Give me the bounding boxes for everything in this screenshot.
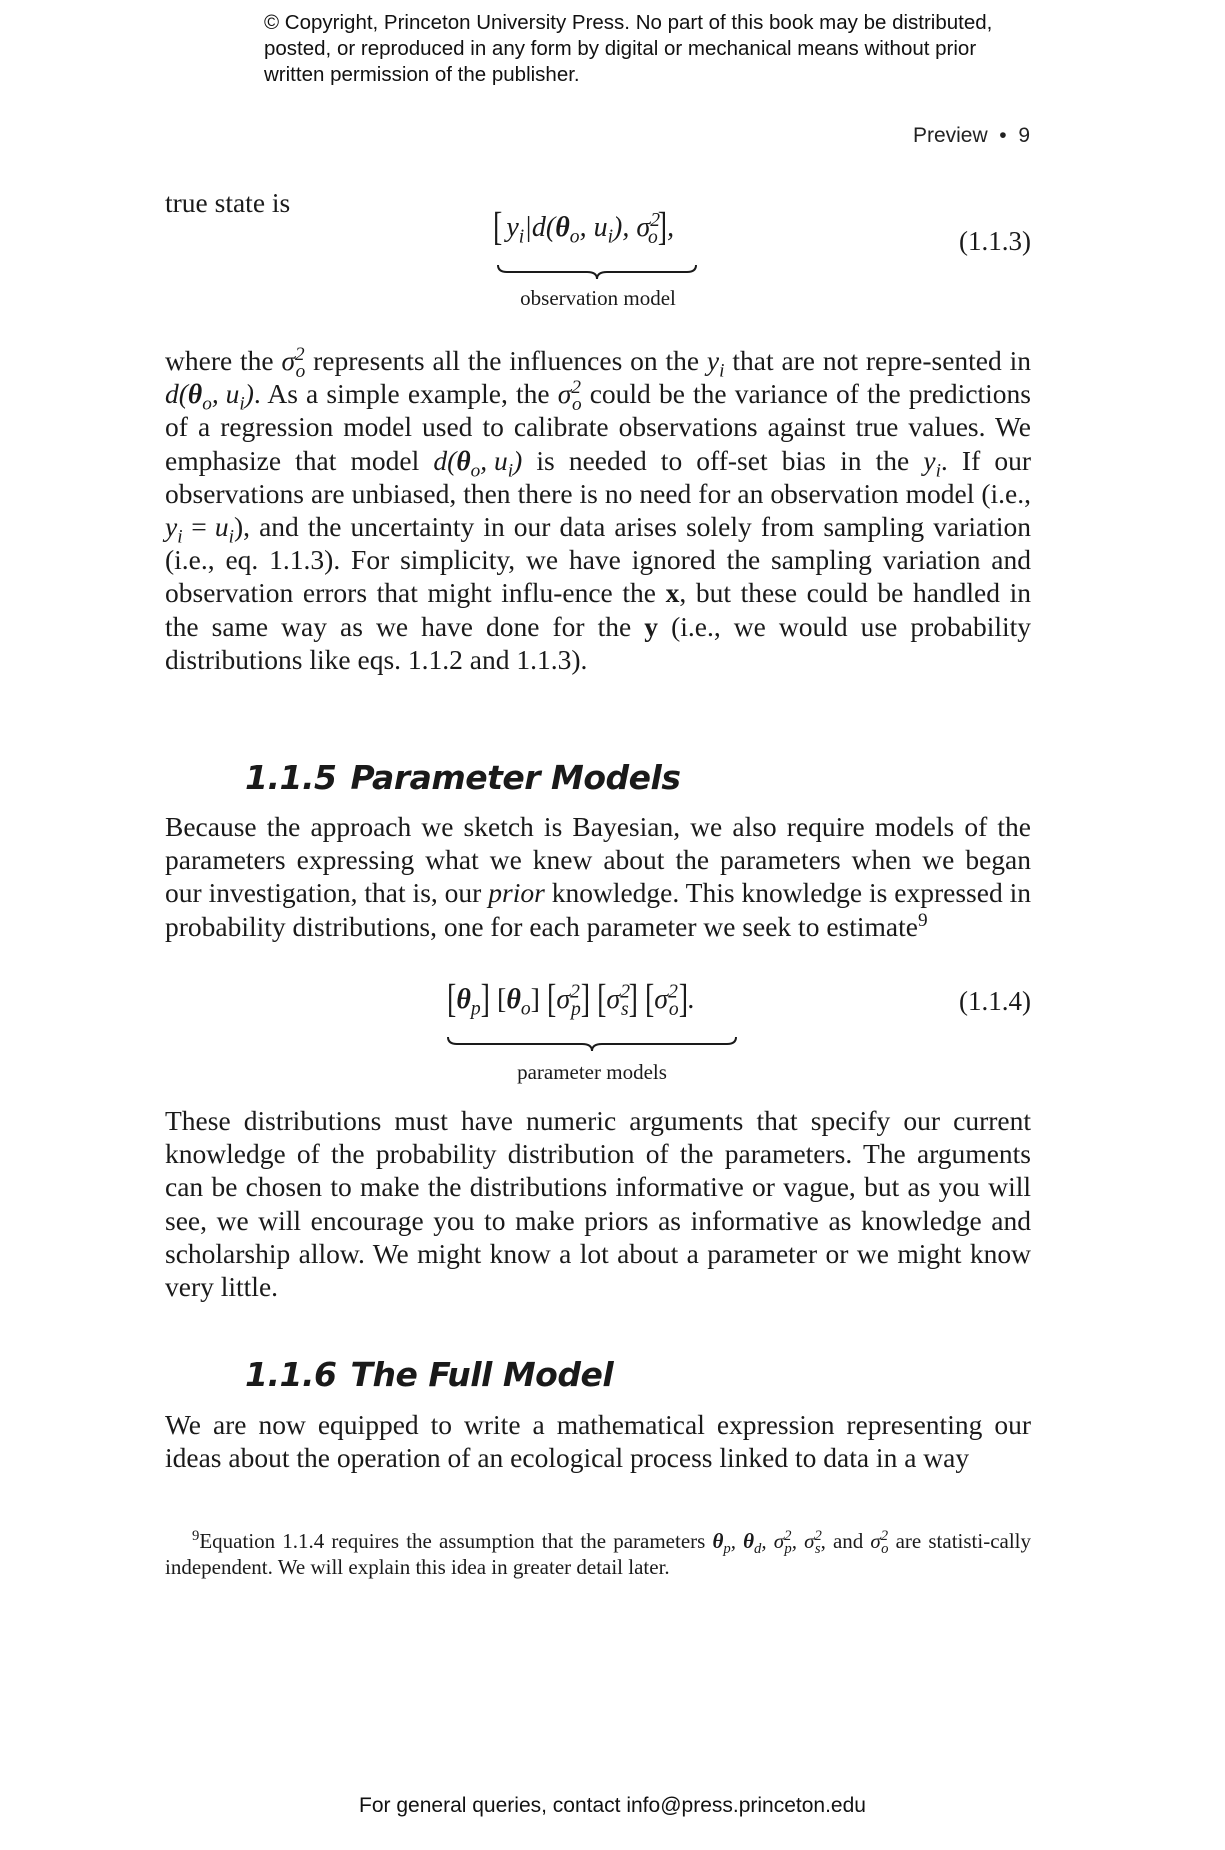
footnote-marker: 9: [192, 1528, 200, 1544]
section-heading-1-1-5: 1.1.5 Parameter Models: [245, 758, 681, 797]
paragraph-parameter-models: Because the approach we sketch is Bayesian, we also require models of the parameters expressing what we knew about the parameters when we began our investigation, that is, our prior knowledge. This knowledge is expressed in probability distributions, one for each parameter we seek to estimate$^9$: [165, 811, 1031, 942]
underbrace-observation: [497, 264, 697, 280]
footer-contact: For general queries, contact info@press.princeton.edu: [359, 1794, 866, 1817]
equation-label-1-1-3: (1.1.3): [959, 226, 1031, 256]
equation-1-1-4: $[\theta_p]$ $[\theta_o]$ $[\sigma^2_p]$ $[\sigma^2_s]$ $[\sigma^2_o]$. parameter models: [447, 984, 777, 1084]
paragraph-observation-model: where the $\sigma^2_o$ represents all the influences on the $y_i$ that are not repre-sented in $d(\theta_o$, $u_i$). As a simple example, the $\sigma^2_o$ could be the variance of the predictions of a regression model used to calibrate observations against true values. We emphasize that model $d(\theta_o$, $u_i$) is needed to off-set bias in the $y_i$. If our observations are unbiased, then there is no need for an observation model (i.e., $y_i = u_i$), and the uncertainty in our data arises solely from sampling variation (i.e., eq. 1.1.3). For simplicity, we have ignored the sampling variation and observation errors that might influ-ence the x, but these could be handled in the same way as we have done for the y (i.e., we would use probability distributions like eqs. 1.1.2 and 1.1.3).: [165, 343, 1032, 675]
running-head: Preview • 9: [912, 124, 1030, 147]
equation-1-1-3: [ $y_i|d(\theta_o$, $u_i$), $\sigma^2_o$], observation model: [493, 212, 723, 308]
intro-text: true state is: [165, 187, 291, 218]
paragraph-full-model: We are now equipped to write a mathematical expression representing our ideas about the operation of an ecological process linked to data in a way: [165, 1409, 1031, 1474]
brace-label-observation-model: observation model: [520, 286, 676, 310]
paragraph-distributions: These distributions must have numeric arguments that specify our current knowledge of the probability distribution of the parameters. The arguments can be chosen to make the distributions informative or vague, but as you will see, we will encourage you to make priors as informative as knowledge and scholarship allow. We might know a lot about a parameter or we might know very little.: [165, 1105, 1031, 1303]
equation-label-1-1-4: (1.1.4): [959, 986, 1031, 1016]
underbrace-parameter: [447, 1036, 737, 1052]
brace-label-parameter-models: parameter models: [517, 1060, 667, 1084]
footnote-9: $^9$Equation 1.1.4 requires the assumption that the parameters $\theta_p$, $\theta_d$, $\sigma^2_p$, $\sigma^2_s$, and $\sigma^2_o$ are statisti-cally independent. We will explain this idea in greater detail later.: [165, 1528, 1032, 1579]
copyright-notice: © Copyright, Princeton University Press. No part of this book may be distributed, posted, or reproduced in any form by digital or mechanical means without prior written permission of the publisher.: [264, 11, 993, 86]
section-heading-1-1-6: 1.1.6 The Full Model: [245, 1355, 614, 1394]
